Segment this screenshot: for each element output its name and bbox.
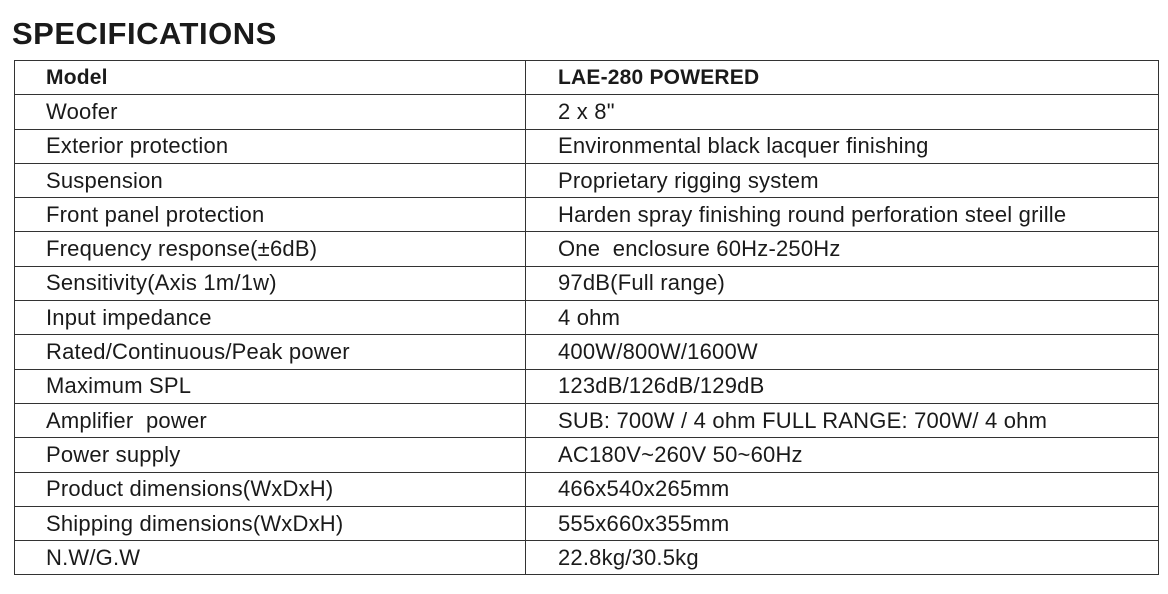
spec-label: Frequency response(±6dB): [15, 232, 526, 266]
spec-value: 22.8kg/30.5kg: [526, 541, 1159, 575]
table-row: [15, 541, 1159, 575]
spec-label: N.W/G.W: [15, 541, 526, 575]
spec-value: One enclosure 60Hz-250Hz: [526, 232, 1159, 266]
spec-value: 466x540x265mm: [526, 472, 1159, 506]
header-value-cell: LAE-280 POWERED: [526, 61, 1159, 95]
page-title: SPECIFICATIONS: [12, 16, 277, 51]
spec-value: 555x660x355mm: [526, 506, 1159, 540]
spec-value: 2 x 8": [526, 95, 1159, 129]
spec-label: Input impedance: [15, 301, 526, 335]
spec-label: Product dimensions(WxDxH): [15, 472, 526, 506]
table-row: [15, 369, 1159, 403]
spec-label: Front panel protection: [15, 198, 526, 232]
spec-value: AC180V~260V 50~60Hz: [526, 438, 1159, 472]
specifications-table: [14, 60, 1159, 575]
spec-label: Shipping dimensions(WxDxH): [15, 506, 526, 540]
spec-value: 97dB(Full range): [526, 266, 1159, 300]
spec-label: Sensitivity(Axis 1m/1w): [15, 266, 526, 300]
spec-value: 4 ohm: [526, 301, 1159, 335]
spec-label: Maximum SPL: [15, 369, 526, 403]
table-row: [15, 95, 1159, 129]
spec-label: Power supply: [15, 438, 526, 472]
spec-label: Amplifier power: [15, 403, 526, 437]
spec-label: Exterior protection: [15, 129, 526, 163]
spec-value: 123dB/126dB/129dB: [526, 369, 1159, 403]
spec-value: SUB: 700W / 4 ohm FULL RANGE: 700W/ 4 ohm: [526, 403, 1159, 437]
spec-value: Harden spray finishing round perforation steel grille: [526, 198, 1159, 232]
table-row: [15, 232, 1159, 266]
spec-value: Proprietary rigging system: [526, 163, 1159, 197]
spec-label: Woofer: [15, 95, 526, 129]
table-row: [15, 472, 1159, 506]
table-row: [15, 266, 1159, 300]
header-label-cell: Model: [15, 61, 526, 95]
table-row: [15, 438, 1159, 472]
spec-label: Rated/Continuous/Peak power: [15, 335, 526, 369]
spec-label: Suspension: [15, 163, 526, 197]
table-header-row: [15, 61, 1159, 95]
spec-value: Environmental black lacquer finishing: [526, 129, 1159, 163]
table-row: [15, 129, 1159, 163]
table-row: [15, 198, 1159, 232]
table-row: [15, 163, 1159, 197]
spec-value: 400W/800W/1600W: [526, 335, 1159, 369]
table-row: [15, 403, 1159, 437]
table-row: [15, 335, 1159, 369]
table-row: [15, 301, 1159, 335]
table-row: [15, 506, 1159, 540]
